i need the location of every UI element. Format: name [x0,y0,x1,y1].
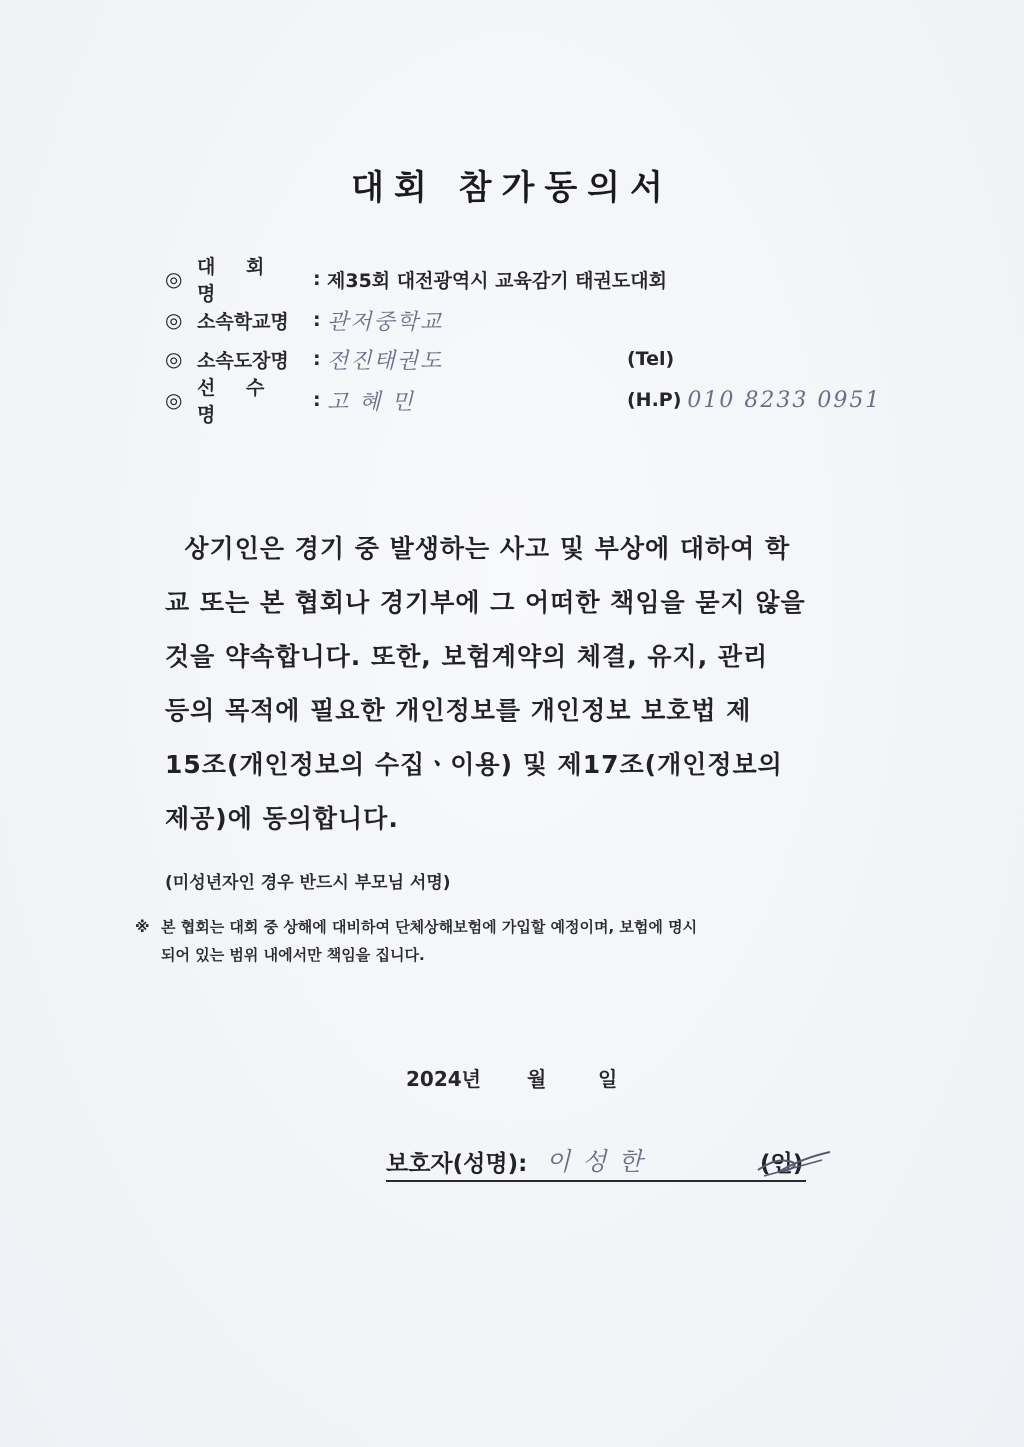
seal-mark: (인) [760,1151,804,1177]
guardian-name: 이 성 한 [546,1147,645,1176]
paragraph-line: 것을 약속합니다. 또한, 보험계약의 체결, 유지, 관리 [165,642,769,671]
bullet-mark: ◎ [165,308,183,332]
insurance-note-line: 본 협회는 대회 중 상해에 대비하여 단체상해보험에 가입할 예정이며, 보험에 명시 [161,918,698,936]
insurance-note-line: 되어 있는 범위 내에서만 책임을 집니다. [161,946,425,964]
athlete-value: 고 혜 민 [327,389,415,415]
handwritten-signature-icon [752,1132,842,1182]
colon: : [313,389,321,411]
paragraph-line: 등의 목적에 필요한 개인정보를 개인정보 보호법 제 [165,696,752,725]
colon: : [313,309,321,331]
bullet-mark: ◎ [165,267,183,291]
tel-block [627,343,674,375]
school-row [165,304,443,336]
bullet-mark: ◎ [165,347,183,371]
dojang-label: 소속도장명 [197,349,289,372]
guardian-signature-line [386,1140,806,1182]
hp-label: (H.P) [627,389,682,411]
paragraph-line: 15조(개인정보의 수집ㆍ이용) 및 제17조(개인정보의 [165,750,783,779]
date-year: 2024년 [406,1067,481,1091]
colon: : [313,268,321,290]
hp-block [627,384,881,416]
date-day: 일 [598,1067,618,1091]
colon: : [313,348,321,370]
athlete-row [165,377,415,426]
minor-note: (미성년자인 경우 반드시 부모님 서명) [165,873,451,893]
competition-row [165,256,667,305]
tel-label: (Tel) [627,348,675,370]
athlete-label: 선 수 명 [197,377,277,426]
paragraph-line: 상기인은 경기 중 발생하는 사고 및 부상에 대하여 학 [165,534,791,563]
paragraph-line: 교 또는 본 협회나 경기부에 그 어떠한 책임을 묻지 않을 [165,588,806,617]
school-label: 소속학교명 [197,310,289,333]
guardian-label: 보호자(성명): [386,1151,528,1177]
competition-value: 제35회 대전광역시 교육감기 태권도대회 [327,269,667,292]
date-month: 월 [527,1067,547,1091]
hp-value: 010 8233 0951 [687,387,882,413]
school-value: 관저중학교 [327,309,444,335]
paragraph-line: 제공)에 동의합니다. [165,804,399,833]
dojang-value: 전진태권도 [327,348,444,374]
consent-paragraph [165,522,857,846]
competition-label: 대 회 명 [197,256,277,305]
insurance-note [135,913,895,969]
bullet-mark: ◎ [165,388,183,412]
document-title: 대회 참가동의서 [351,168,673,208]
dojang-row [165,343,443,375]
reference-mark: ※ [135,918,150,936]
